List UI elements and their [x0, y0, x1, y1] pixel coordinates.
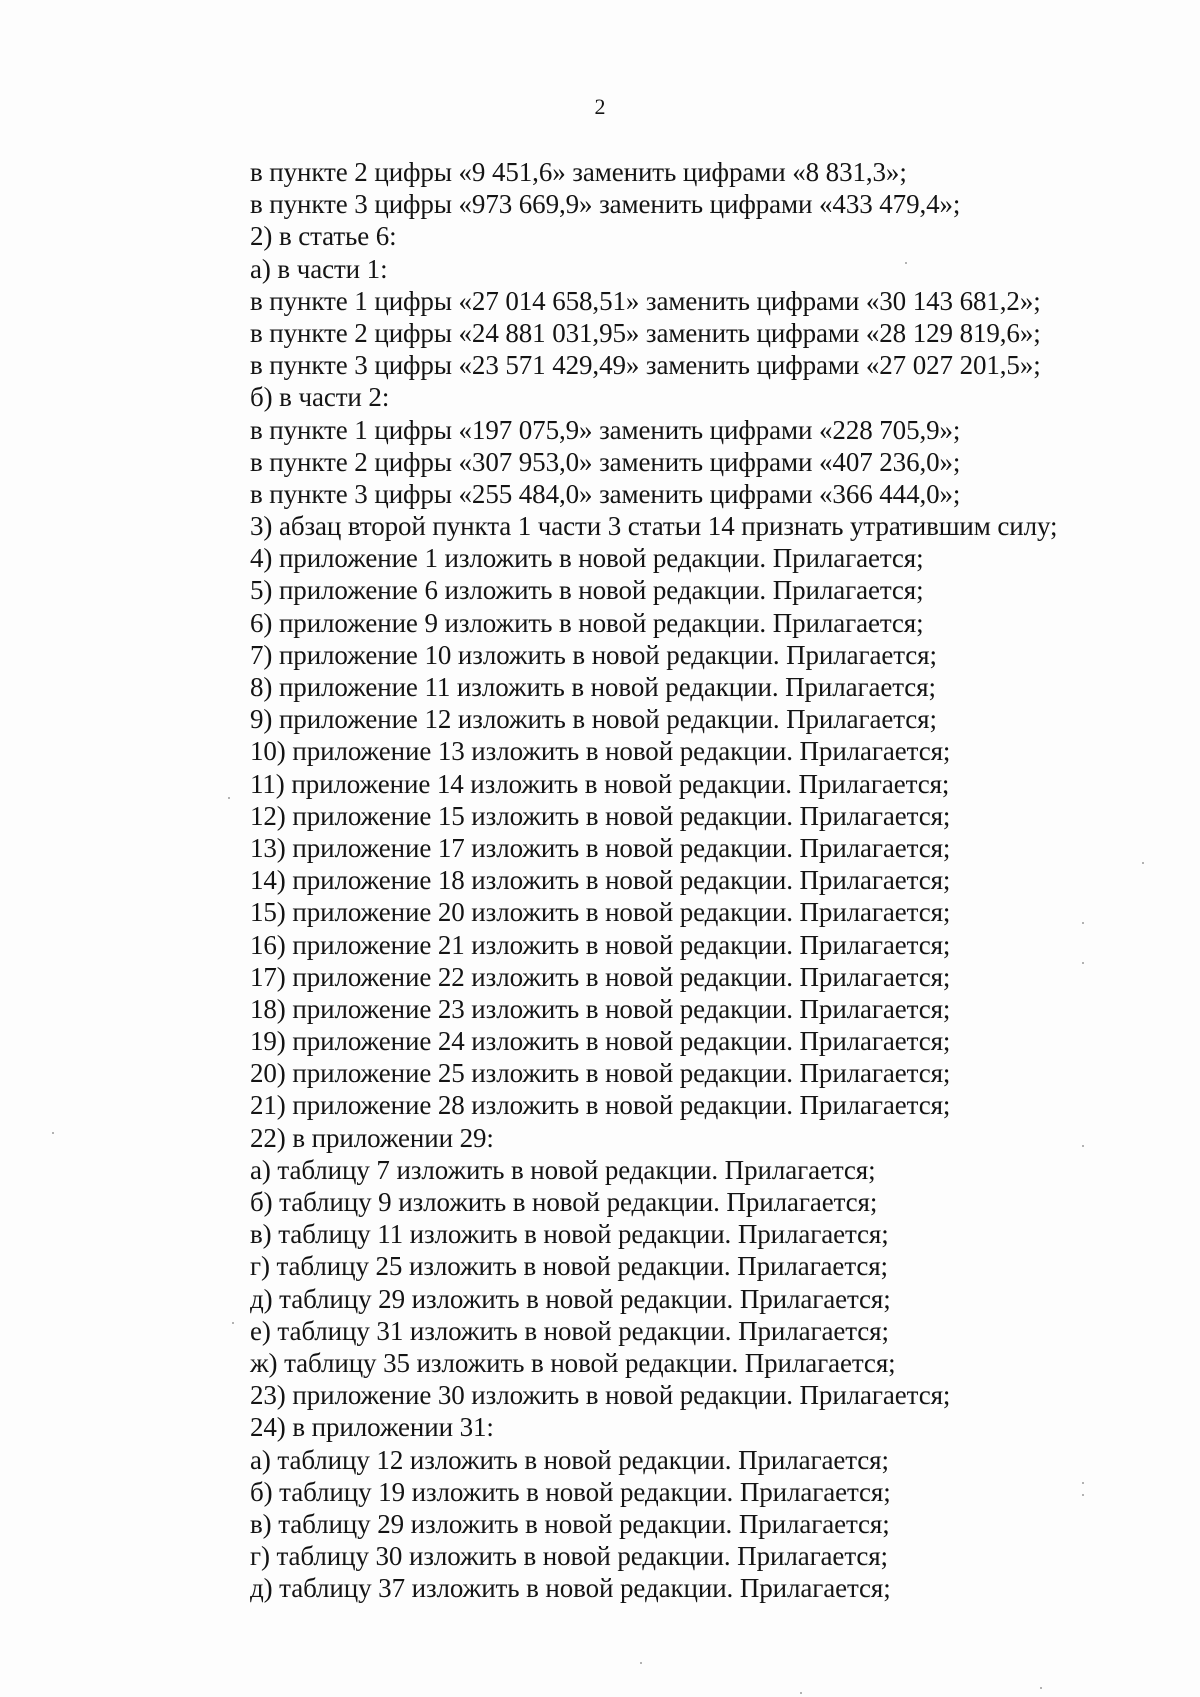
document-line: 22) в приложении 29:: [250, 1122, 494, 1153]
document-line: 4) приложение 1 изложить в новой редакции. Прилагается;: [250, 543, 924, 574]
scan-speck: [640, 1662, 642, 1664]
scan-speck: [1082, 922, 1084, 924]
document-line: б) таблицу 19 изложить в новой редакции. Прилагается;: [250, 1476, 891, 1507]
document-line: а) таблицу 12 изложить в новой редакции. Прилагается;: [250, 1444, 889, 1475]
scan-speck: [52, 1132, 54, 1134]
document-line: 8) приложение 11 изложить в новой редакции. Прилагается;: [250, 672, 936, 702]
document-line: 7) приложение 10 изложить в новой редакции. Прилагается;: [250, 639, 937, 670]
document-line: в пункте 1 цифры «197 075,9» заменить цифрами «228 705,9»;: [250, 414, 961, 445]
document-line: 21) приложение 28 изложить в новой редакции. Прилагается;: [250, 1090, 951, 1121]
document-line: 23) приложение 30 изложить в новой редакции. Прилагается;: [250, 1380, 951, 1411]
document-line: 9) приложение 12 изложить в новой редакции. Прилагается;: [250, 704, 937, 735]
document-line: 20) приложение 25 изложить в новой редакции. Прилагается;: [250, 1058, 951, 1089]
scan-speck: [1040, 1687, 1042, 1689]
document-line: 3) абзац второй пункта 1 части 3 статьи 14 признать утратившим силу;: [250, 511, 1058, 542]
document-line: 16) приложение 21 изложить в новой редакции. Прилагается;: [250, 929, 951, 960]
document-line: в) таблицу 29 изложить в новой редакции. Прилагается;: [250, 1508, 890, 1539]
document-line: е) таблицу 31 изложить в новой редакции. Прилагается;: [250, 1315, 889, 1346]
document-line: г) таблицу 30 изложить в новой редакции. Прилагается;: [250, 1541, 888, 1572]
scan-speck: [228, 797, 230, 799]
document-line: 11) приложение 14 изложить в новой редакции. Прилагается;: [250, 768, 950, 799]
scan-speck: [905, 262, 907, 264]
amendment-list: [250, 156, 1170, 1604]
document-line: в пункте 3 цифры «23 571 429,49» заменить цифрами «27 027 201,5»;: [250, 350, 1041, 381]
scan-speck: [800, 1692, 802, 1694]
document-line: в пункте 3 цифры «255 484,0» заменить цифрами «366 444,0»;: [250, 478, 961, 509]
document-line: 5) приложение 6 изложить в новой редакции. Прилагается;: [250, 575, 924, 606]
scan-speck: [1082, 1494, 1084, 1496]
document-line: 13) приложение 17 изложить в новой редакции. Прилагается;: [250, 832, 951, 863]
document-line: в пункте 1 цифры «27 014 658,51» заменить цифрами «30 143 681,2»;: [250, 285, 1041, 316]
document-line: 2) в статье 6:: [250, 221, 397, 252]
document-line: в пункте 2 цифры «307 953,0» заменить цифрами «407 236,0»;: [250, 446, 961, 477]
document-line: в пункте 2 цифры «24 881 031,95» заменить цифрами «28 129 819,6»;: [250, 317, 1041, 348]
document-line: ж) таблицу 35 изложить в новой редакции. Прилагается;: [250, 1347, 896, 1378]
document-line: б) в части 2:: [250, 382, 390, 413]
document-line: 18) приложение 23 изложить в новой редакции. Прилагается;: [250, 993, 951, 1024]
document-line: 24) в приложении 31:: [250, 1412, 494, 1443]
document-line: в пункте 3 цифры «973 669,9» заменить цифрами «433 479,4»;: [250, 189, 961, 220]
document-line: 6) приложение 9 изложить в новой редакции. Прилагается;: [250, 607, 924, 638]
scan-speck: [232, 1322, 234, 1324]
document-line: г) таблицу 25 изложить в новой редакции. Прилагается;: [250, 1251, 888, 1282]
scan-speck: [1082, 962, 1084, 964]
document-line: в пункте 2 цифры «9 451,6» заменить цифрами «8 831,3»;: [250, 157, 907, 187]
document-line: 19) приложение 24 изложить в новой редакции. Прилагается;: [250, 1026, 951, 1057]
scan-speck: [1142, 862, 1144, 864]
scan-speck: [1082, 1145, 1084, 1147]
document-line: б) таблицу 9 изложить в новой редакции. Прилагается;: [250, 1187, 878, 1217]
document-line: 12) приложение 15 изложить в новой редакции. Прилагается;: [250, 800, 951, 831]
document-line: д) таблицу 37 изложить в новой редакции. Прилагается;: [250, 1573, 891, 1604]
document-line: а) в части 1:: [250, 253, 388, 284]
document-line: 17) приложение 22 изложить в новой редакции. Прилагается;: [250, 961, 951, 992]
document-line: в) таблицу 11 изложить в новой редакции. Прилагается;: [250, 1219, 889, 1250]
document-line: 14) приложение 18 изложить в новой редакции. Прилагается;: [250, 865, 951, 896]
page-number: 2: [594, 94, 606, 119]
document-line: а) таблицу 7 изложить в новой редакции. Прилагается;: [250, 1154, 876, 1185]
document-line: 10) приложение 13 изложить в новой редакции. Прилагается;: [250, 736, 951, 767]
scan-speck: [1082, 1482, 1084, 1484]
document-line: 15) приложение 20 изложить в новой редакции. Прилагается;: [250, 897, 951, 928]
document-line: д) таблицу 29 изложить в новой редакции. Прилагается;: [250, 1283, 891, 1314]
